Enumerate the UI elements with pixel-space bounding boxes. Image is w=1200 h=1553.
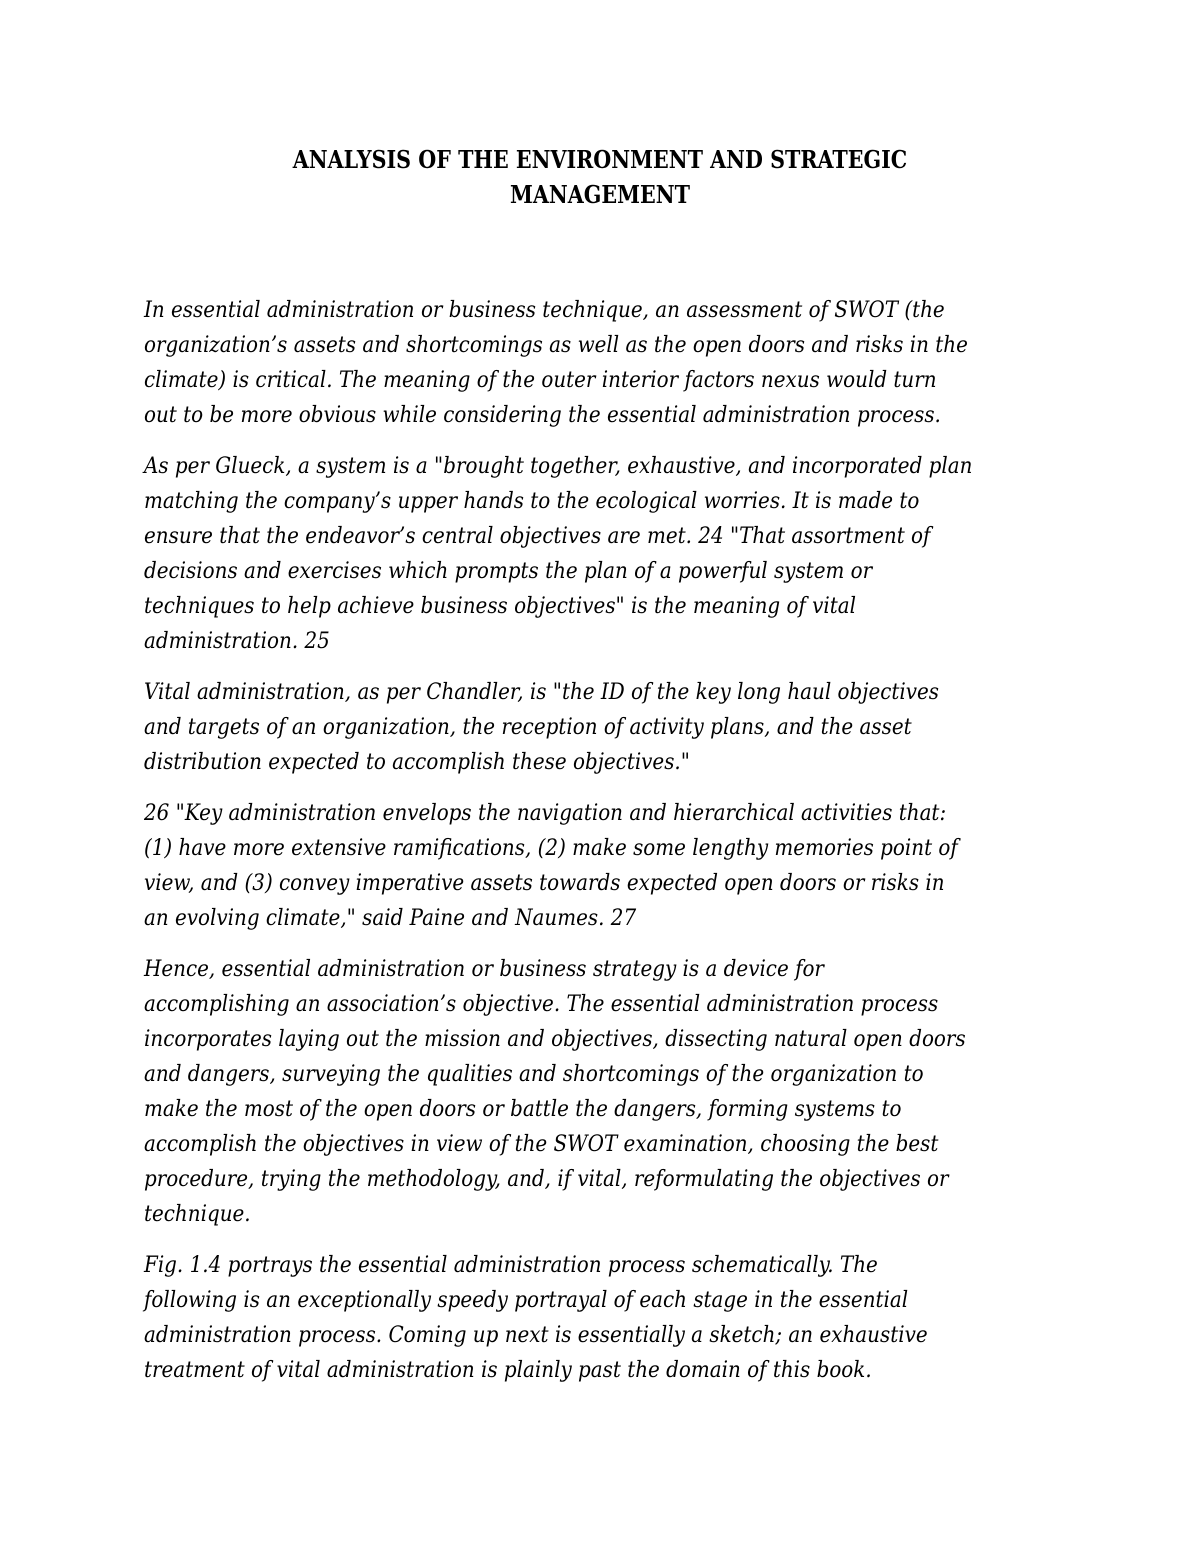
text-line: and dangers, surveying the qualities and shortcomings of the organization to — [144, 1062, 924, 1087]
paragraph-swot-assessment — [144, 293, 1104, 433]
text-line: organization’s assets and shortcomings as well as the open doors and risks in the — [144, 333, 968, 358]
text-line: out to be more obvious while considering the essential administration process. — [144, 403, 941, 428]
text-line: Hence, essential administration or business strategy is a device for — [144, 957, 824, 982]
text-line: matching the company’s upper hands to the ecological worries. It is made to — [144, 489, 920, 514]
text-line: treatment of vital administration is plainly past the domain of this book. — [144, 1358, 872, 1383]
text-line: administration. 25 — [144, 629, 330, 654]
text-line: climate) is critical. The meaning of the outer interior factors nexus would turn — [144, 368, 937, 393]
text-line: In essential administration or business technique, an assessment of SWOT (the — [144, 298, 945, 323]
text-line: techniques to help achieve business objectives" is the meaning of vital — [144, 594, 857, 619]
title-line: MANAGEMENT — [510, 180, 690, 209]
text-line: incorporates laying out the mission and objectives, dissecting natural open doors — [144, 1027, 966, 1052]
text-line: accomplish the objectives in view of the SWOT examination, choosing the best — [144, 1132, 939, 1157]
text-line: Vital administration, as per Chandler, is "the ID of the key long haul objectives — [144, 680, 940, 705]
text-line: procedure, trying the methodology, and, if vital, reformulating the objectives or — [144, 1167, 949, 1192]
document-body — [144, 293, 1104, 1404]
text-line: As per Glueck, a system is a "brought together, exhaustive, and incorporated plan — [144, 454, 973, 479]
text-line: distribution expected to accomplish these objectives." — [144, 750, 690, 775]
text-line: administration process. Coming up next is essentially a sketch; an exhaustive — [144, 1323, 928, 1348]
text-line: view, and (3) convey imperative assets towards expected open doors or risks in — [144, 871, 945, 896]
text-line: Fig. 1.4 portrays the essential administration process schematically. The — [144, 1253, 878, 1278]
title-line: ANALYSIS OF THE ENVIRONMENT AND STRATEGIC — [292, 145, 908, 174]
text-line: an evolving climate," said Paine and Naumes. 27 — [144, 906, 637, 931]
text-line: technique. — [144, 1202, 251, 1227]
paragraph-figure-reference — [144, 1248, 1104, 1388]
text-line: (1) have more extensive ramifications, (2) make some lengthy memories point of — [144, 836, 958, 861]
text-line: and targets of an organization, the reception of activity plans, and the asset — [144, 715, 912, 740]
text-line: following is an exceptionally speedy portrayal of each stage in the essential — [144, 1288, 909, 1313]
paragraph-strategy-process — [144, 952, 1104, 1232]
paragraph-paine-naumes-definition — [144, 796, 1104, 936]
paragraph-glueck-definition — [144, 449, 1104, 659]
text-line: accomplishing an association’s objective. The essential administration process — [144, 992, 939, 1017]
paragraph-chandler-definition — [144, 675, 1104, 780]
page-title — [208, 142, 992, 212]
text-line: ensure that the endeavor’s central objectives are met. 24 "That assortment of — [144, 524, 931, 549]
text-line: 26 "Key administration envelops the navigation and hierarchical activities that: — [144, 801, 947, 826]
text-line: make the most of the open doors or battle the dangers, forming systems to — [144, 1097, 902, 1122]
text-line: decisions and exercises which prompts the plan of a powerful system or — [144, 559, 873, 584]
